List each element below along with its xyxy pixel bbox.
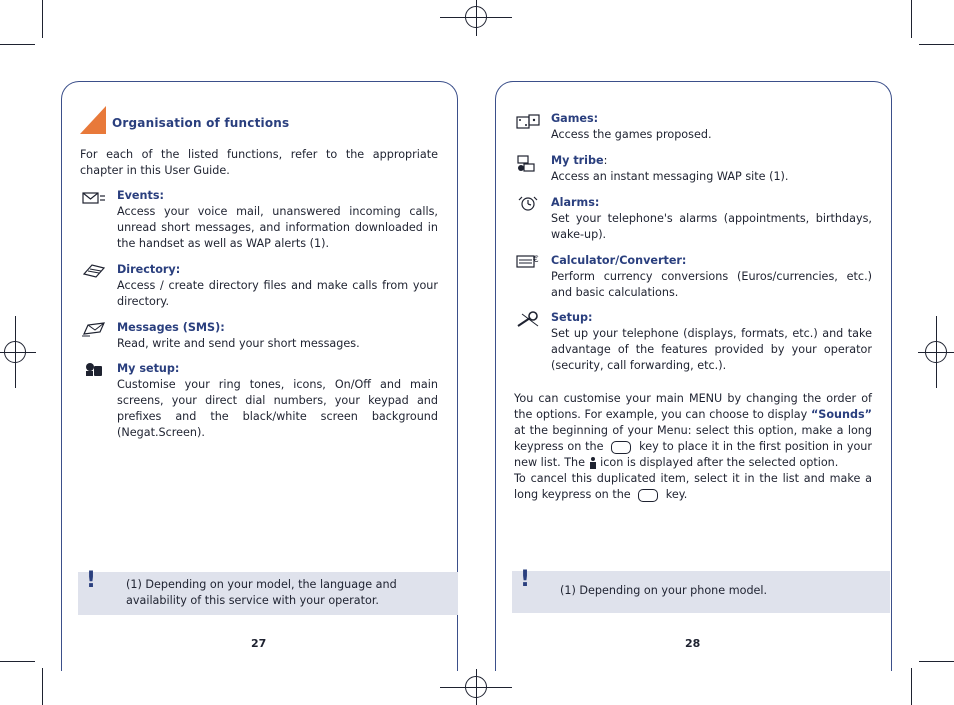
svg-text:€: € (533, 255, 539, 265)
item-heading-suffix: : (603, 154, 608, 167)
list-item (117, 262, 438, 310)
item-text: Access the games proposed. (551, 128, 712, 141)
item-text: Access an instant messaging WAP site (1). (551, 170, 789, 183)
body-text: You can customise your main MENU by changing the order of the options. For example, you can choose to display (514, 392, 872, 421)
body-text: key. (662, 488, 688, 501)
alarm-clock-icon (518, 195, 538, 213)
calculator-icon (516, 253, 540, 269)
list-item (117, 361, 438, 441)
item-heading: Alarms: (551, 196, 600, 209)
list-item (551, 253, 872, 301)
page-number: 28 (685, 637, 701, 650)
ok-key-icon (638, 489, 658, 502)
customise-menu-text (514, 391, 872, 503)
item-heading: Directory: (117, 263, 181, 276)
duplicate-mark-icon (589, 457, 597, 469)
item-text: Read, write and send your short messages. (117, 337, 360, 350)
intro-text: For each of the listed functions, refer to the appropriate chapter in this User Guide. (80, 148, 438, 177)
item-heading: Events: (117, 189, 164, 202)
list-item (117, 188, 438, 252)
footnote-text: (1) Depending on your phone model. (560, 584, 768, 597)
warning-mark-icon: ! (86, 568, 97, 593)
corner-triangle-icon (80, 106, 106, 134)
page-number: 27 (251, 637, 267, 650)
item-heading: My tribe (551, 154, 604, 167)
item-heading: Messages (SMS): (117, 321, 225, 334)
list-item (117, 320, 438, 352)
section-title: Organisation of functions (112, 116, 290, 130)
item-text: Perform currency conversions (Euros/currencies, etc.) and basic calculations. (551, 270, 872, 299)
body-text: at the beginning of your Menu: select this option, make a long keypress on the (514, 424, 872, 453)
list-item (551, 153, 872, 185)
setup-wrench-icon (516, 311, 540, 329)
list-item (551, 111, 872, 143)
my-setup-icon (84, 362, 106, 378)
item-text: Customise your ring tones, icons, On/Off and main screens, your direct dial numbers, your keypad and prefixes and the black/white screen background (Negat.Screen). (117, 378, 438, 439)
sounds-emphasis: “Sounds” (810, 408, 872, 421)
body-text: To cancel this duplicated item, select it in the list and make a long keypress on the (514, 472, 872, 501)
warning-mark-icon: ! (520, 567, 531, 592)
games-icon (516, 113, 540, 131)
envelope-events-icon (82, 190, 106, 206)
item-text: Access your voice mail, unanswered incoming calls, unread short messages, and information downloaded in the handset as well as WAP alerts (1). (117, 205, 438, 250)
item-heading: Games: (551, 112, 599, 125)
item-text: Set up your telephone (displays, formats, etc.) and take advantage of the features provided by your operator (security, call forwarding, etc.). (551, 327, 872, 372)
messages-sms-icon (82, 320, 106, 338)
body-text: key to place it in the first position in your new list. The (514, 440, 872, 469)
body-text: icon is displayed after the selected option. (596, 456, 839, 469)
list-item (551, 310, 872, 374)
directory-book-icon (82, 262, 106, 278)
menu-key-icon (611, 441, 631, 454)
item-heading: Setup: (551, 311, 593, 324)
list-item (551, 195, 872, 243)
item-heading: Calculator/Converter: (551, 254, 687, 267)
item-heading: My setup: (117, 362, 180, 375)
footnote-text: (1) Depending on your model, the language and availability of this service with your operator. (126, 578, 397, 607)
item-text: Access / create directory files and make calls from your directory. (117, 279, 438, 308)
item-text: Set your telephone's alarms (appointments, birthdays, wake-up). (551, 212, 872, 241)
my-tribe-icon (516, 154, 538, 174)
